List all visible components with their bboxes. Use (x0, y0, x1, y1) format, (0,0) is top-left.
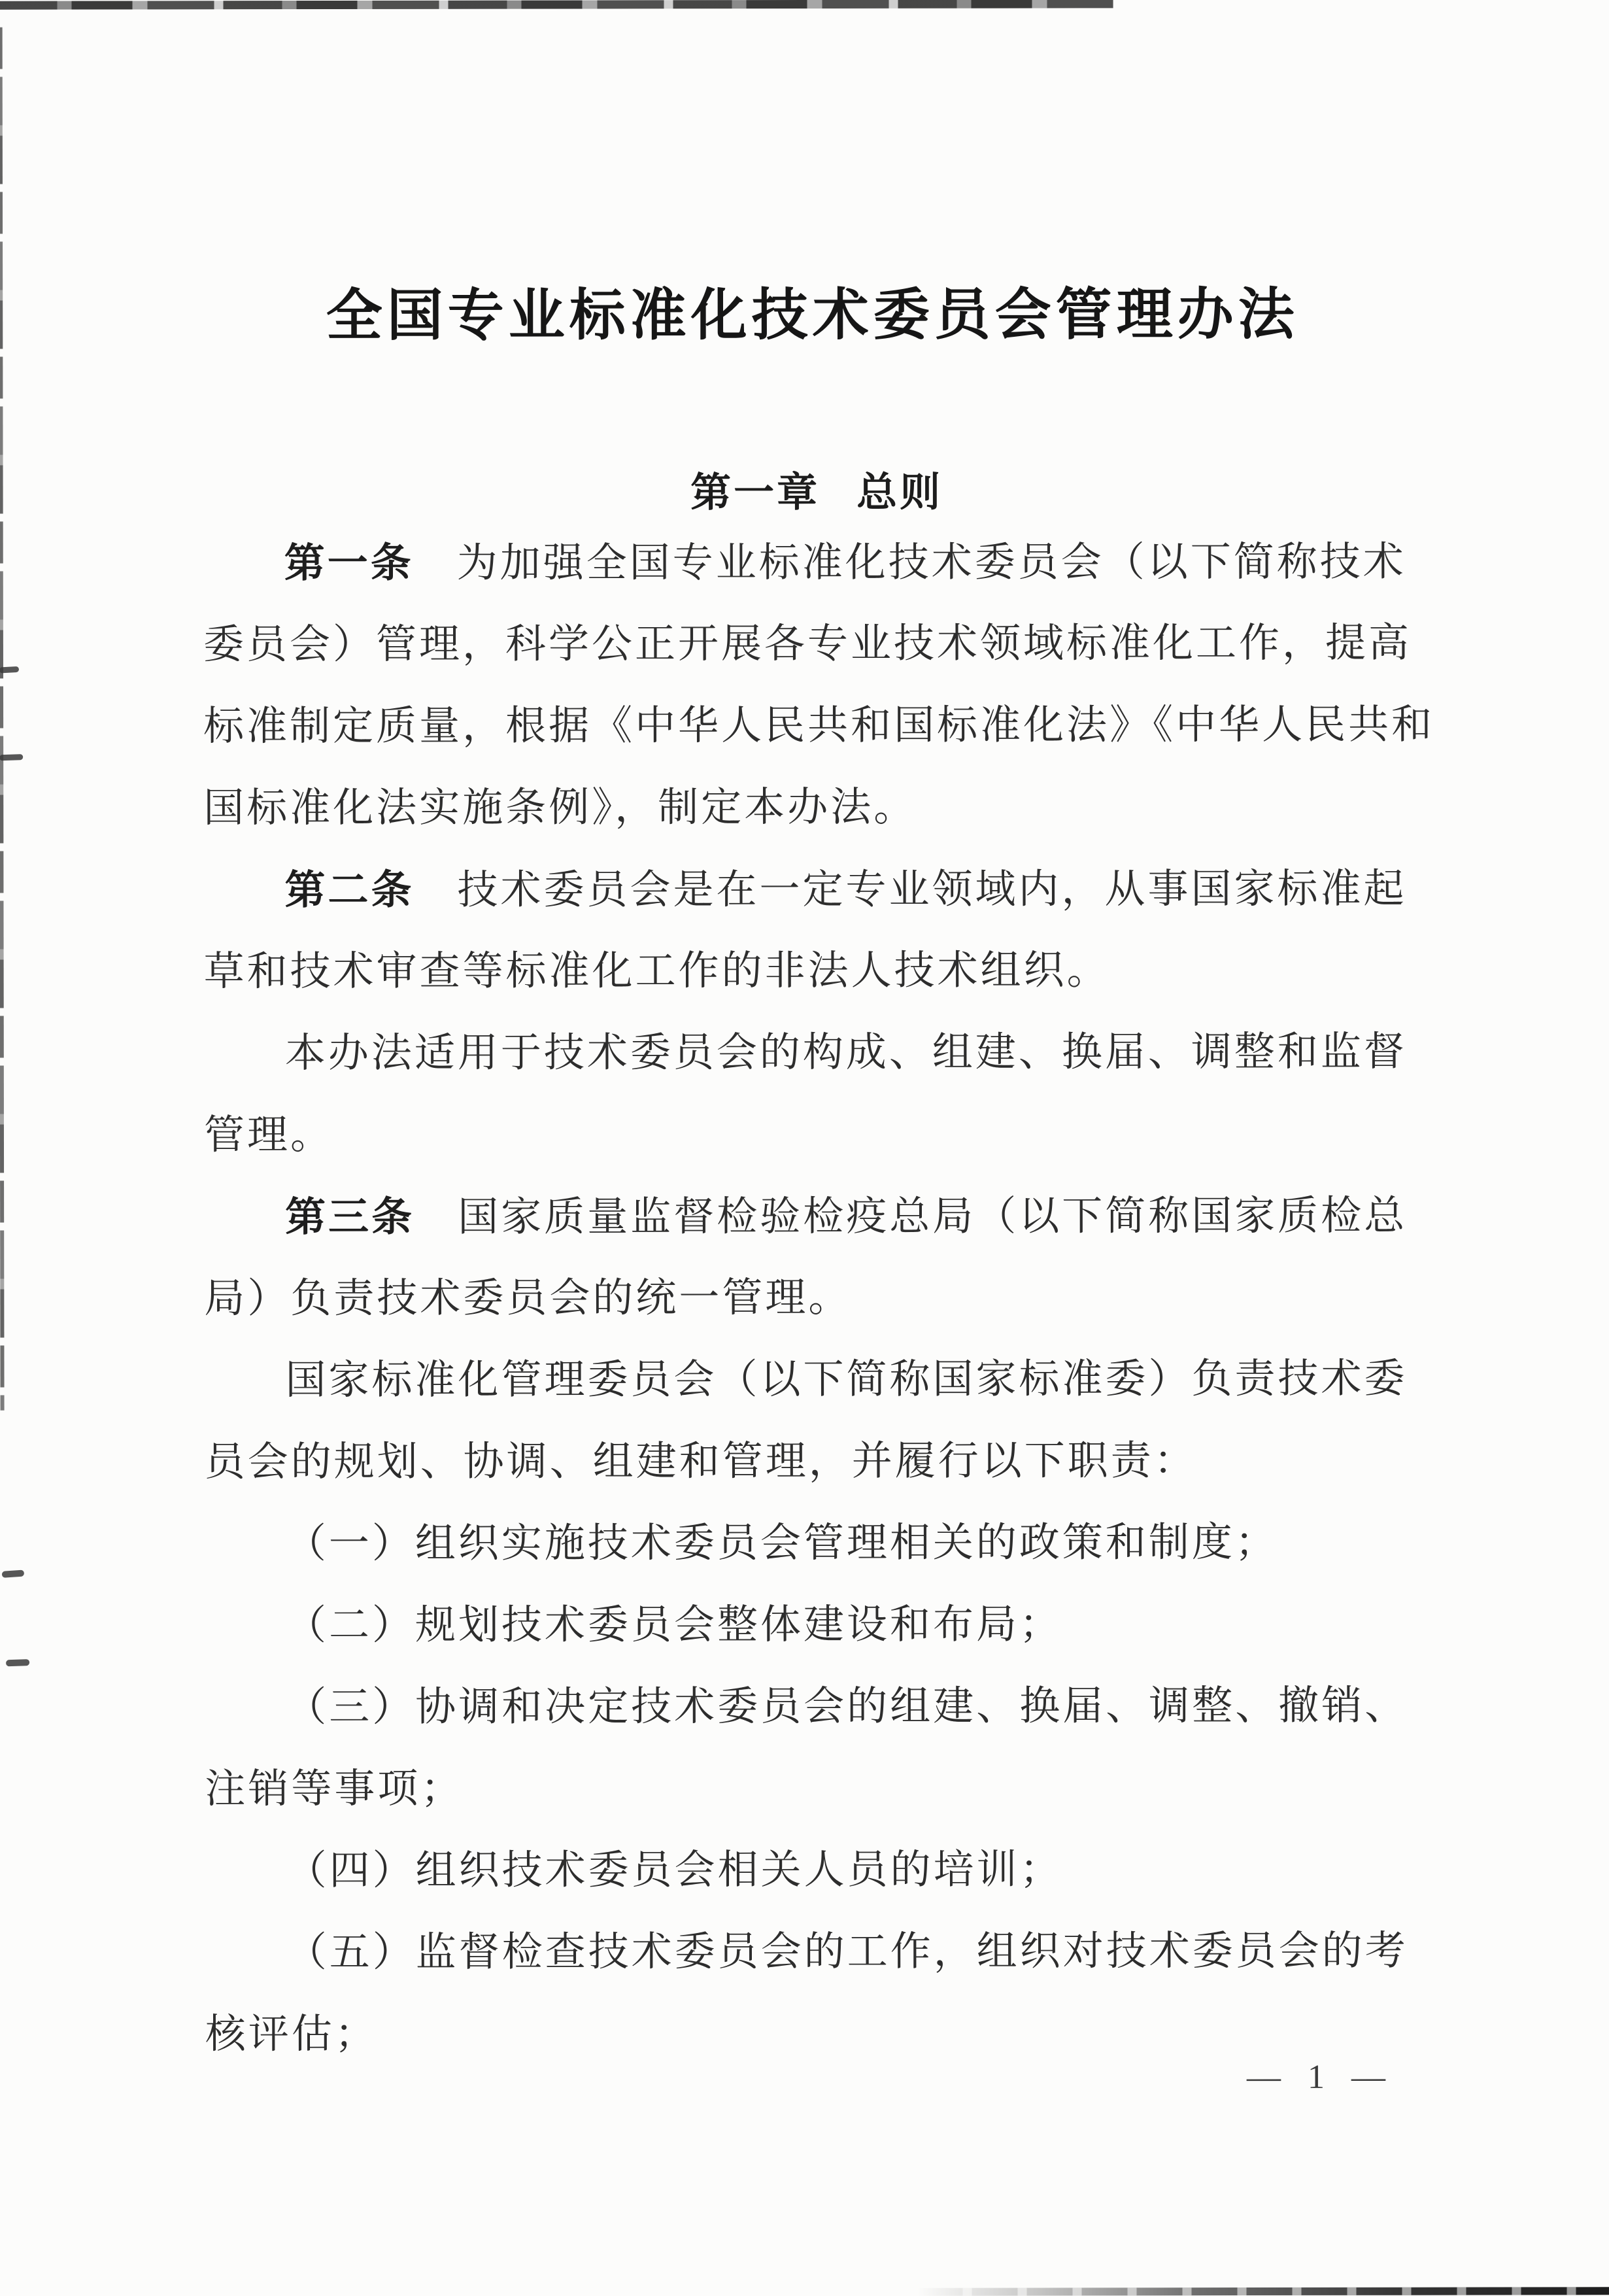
body-line-14 (205, 1584, 1421, 1668)
body-line-7 (204, 1012, 1420, 1095)
body-line-17 (205, 1829, 1421, 1913)
article-number-label: 第三条 (285, 1194, 415, 1241)
body-line-text: （三）协调和决定技术委员会的组建、换届、调整、撤销、 (286, 1683, 1408, 1730)
body-line-text: （五）监督检查技术委员会的工作，组织对技术委员会的考 (286, 1928, 1408, 1976)
body-line-text: 技术委员会是在一定专业领域内，从事国家标准起 (414, 866, 1407, 913)
body-line-3 (203, 685, 1435, 768)
body-line-text: 为加强全国专业标准化技术委员会（以下简称技术 (413, 540, 1406, 586)
body-line-1 (203, 521, 1419, 605)
article-number-label: 第一条 (284, 540, 414, 587)
document-body (203, 521, 1435, 2076)
body-line-text: 员会的规划、协调、组建和管理，并履行以下职责： (204, 1439, 1197, 1485)
chapter-name: 总则 (856, 470, 943, 515)
body-line-text: 国家标准化管理委员会（以下简称国家标准委）负责技术委 (285, 1356, 1408, 1403)
scan-artifact-binding-mark (6, 1659, 29, 1666)
body-line-16 (205, 1747, 1421, 1831)
scan-artifact-binding-mark (0, 666, 19, 674)
body-line-text: （一）组织实施技术委员会管理相关的政策和制度； (285, 1520, 1278, 1567)
scan-artifact-bottom-edge (917, 2287, 1609, 2295)
body-line-text: 草和技术审查等标准化工作的非法人技术组织。 (203, 948, 1110, 995)
scan-artifact-binding-mark (0, 754, 23, 761)
body-line-text: 核评估； (205, 2012, 378, 2057)
body-line-text: 国标准化法实施条例》，制定本办法。 (203, 785, 917, 831)
body-line-text: 本办法适用于技术委员会的构成、组建、换届、调整和监督 (284, 1029, 1407, 1076)
body-line-text: 管理。 (203, 1113, 334, 1158)
scan-artifact-binding-mark (2, 1569, 25, 1577)
scan-artifact-top-edge (0, 0, 1113, 10)
article-number-label: 第二条 (284, 867, 415, 914)
body-line-2 (203, 603, 1419, 687)
body-line-text: 国家质量监督检验检疫总局（以下简称国家质检总 (415, 1193, 1408, 1240)
body-line-text: 注销等事项； (205, 1766, 464, 1812)
body-line-11 (204, 1339, 1420, 1422)
body-line-4 (203, 766, 1419, 850)
document-title: 全国专业标准化技术委员会管理办法 (326, 283, 1299, 348)
body-line-text: 标准制定质量，根据《中华人民共和国标准化法》《中华人民共和 (203, 702, 1435, 749)
body-line-18 (205, 1911, 1421, 1995)
body-line-text: （二）规划技术委员会整体建设和布局； (285, 1602, 1063, 1649)
body-line-text: 委员会）管理，科学公正开展各专业技术领域标准化工作，提高 (203, 621, 1412, 668)
body-line-6 (204, 930, 1420, 1014)
body-line-13 (205, 1502, 1421, 1586)
body-line-5 (203, 848, 1419, 932)
page-number: — 1 — (1246, 2058, 1395, 2097)
body-line-12 (205, 1420, 1421, 1504)
body-line-15 (205, 1666, 1421, 1749)
body-line-19 (205, 1993, 1421, 2076)
body-line-10 (204, 1257, 1420, 1341)
body-line-8 (204, 1093, 1420, 1177)
body-line-9 (204, 1175, 1420, 1259)
scan-artifact-left-edge (0, 27, 5, 1411)
body-line-text: （四）组织技术委员会相关人员的培训； (286, 1847, 1063, 1894)
chapter-number: 第一章 (690, 470, 821, 516)
chapter-heading (12, 458, 1609, 519)
body-line-text: 局）负责技术委员会的统一管理。 (204, 1275, 852, 1322)
